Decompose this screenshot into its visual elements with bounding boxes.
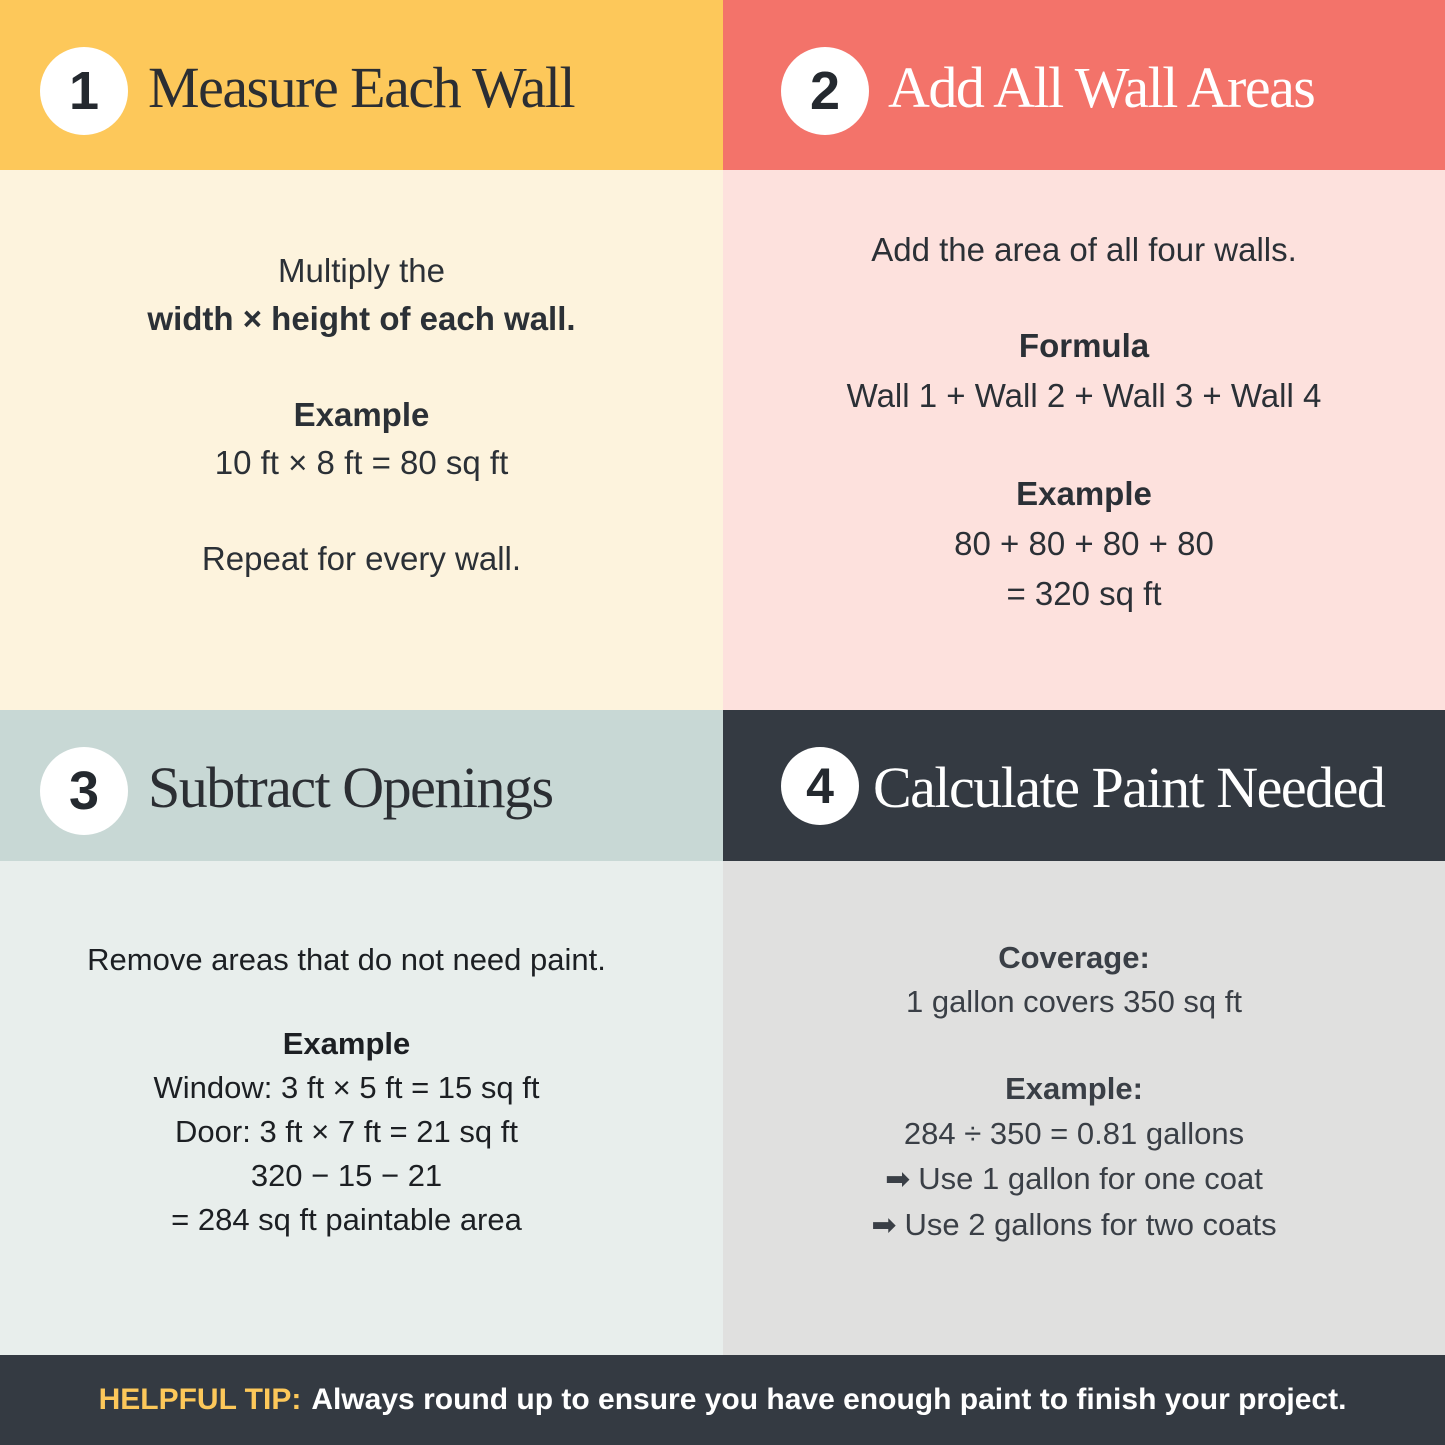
step-1-body bbox=[0, 247, 723, 583]
step-2-line: Wall 1 + Wall 2 + Wall 3 + Wall 4 bbox=[846, 377, 1322, 414]
right-arrow-icon: ➡ bbox=[871, 1209, 897, 1242]
step-2-line: Add the area of all four walls. bbox=[871, 231, 1297, 268]
step-4-example-heading: Example: bbox=[1005, 1071, 1143, 1106]
step-4-line: 284 ÷ 350 = 0.81 gallons bbox=[903, 1116, 1245, 1151]
step-3-number: 3 bbox=[40, 747, 128, 835]
step-3-body bbox=[0, 936, 708, 1242]
step-3-line: = 284 sq ft paintable area bbox=[171, 1202, 522, 1237]
step-3-line: Door: 3 ft × 7 ft = 21 sq ft bbox=[175, 1114, 518, 1149]
step-3-line: 320 − 15 − 21 bbox=[250, 1158, 443, 1193]
step-2-line: = 320 sq ft bbox=[1006, 575, 1162, 612]
step-4-header bbox=[723, 710, 1445, 861]
step-3-panel bbox=[0, 710, 723, 1355]
step-4-title: Calculate Paint Needed bbox=[873, 755, 1385, 820]
step-3-line: Remove areas that do not need paint. bbox=[87, 942, 606, 977]
step-1-line: Multiply the bbox=[278, 252, 445, 289]
helpful-tip-bar bbox=[0, 1355, 1445, 1445]
step-1-line: Repeat for every wall. bbox=[201, 540, 522, 577]
step-2-header bbox=[723, 0, 1445, 170]
step-4-line: 1 gallon covers 350 sq ft bbox=[905, 984, 1243, 1019]
step-4-coverage-heading: Coverage: bbox=[998, 940, 1150, 975]
step-2-body bbox=[723, 226, 1445, 618]
step-3-header bbox=[0, 710, 723, 861]
step-1-panel bbox=[0, 0, 723, 710]
step-3-title: Subtract Openings bbox=[148, 755, 553, 820]
step-1-line: 10 ft × 8 ft = 80 sq ft bbox=[214, 444, 509, 481]
step-4-number: 4 bbox=[781, 747, 859, 825]
step-3-example-heading: Example bbox=[282, 1026, 411, 1061]
step-4-bullet: ➡ Use 1 gallon for one coat bbox=[723, 1157, 1435, 1202]
step-4-panel bbox=[723, 710, 1445, 1355]
step-1-example-heading: Example bbox=[293, 396, 430, 433]
step-1-title: Measure Each Wall bbox=[148, 55, 575, 120]
step-2-panel bbox=[723, 0, 1445, 710]
step-2-line: 80 + 80 + 80 + 80 bbox=[954, 525, 1214, 562]
step-2-title: Add All Wall Areas bbox=[888, 55, 1315, 120]
step-1-line: width × height of each wall. bbox=[147, 300, 576, 337]
step-2-example-heading: Example bbox=[1016, 475, 1152, 512]
step-1-number: 1 bbox=[40, 47, 128, 135]
step-2-number: 2 bbox=[781, 47, 869, 135]
step-4-body bbox=[723, 936, 1435, 1249]
tip-label: HELPFUL TIP: bbox=[98, 1383, 302, 1416]
step-2-formula-heading: Formula bbox=[1018, 327, 1150, 364]
step-1-header bbox=[0, 0, 723, 170]
step-3-line: Window: 3 ft × 5 ft = 15 sq ft bbox=[153, 1070, 540, 1105]
tip-text: Always round up to ensure you have enough paint to finish your project. bbox=[311, 1383, 1347, 1416]
step-4-bullet: ➡ Use 2 gallons for two coats bbox=[723, 1202, 1435, 1249]
right-arrow-icon: ➡ bbox=[885, 1163, 911, 1196]
